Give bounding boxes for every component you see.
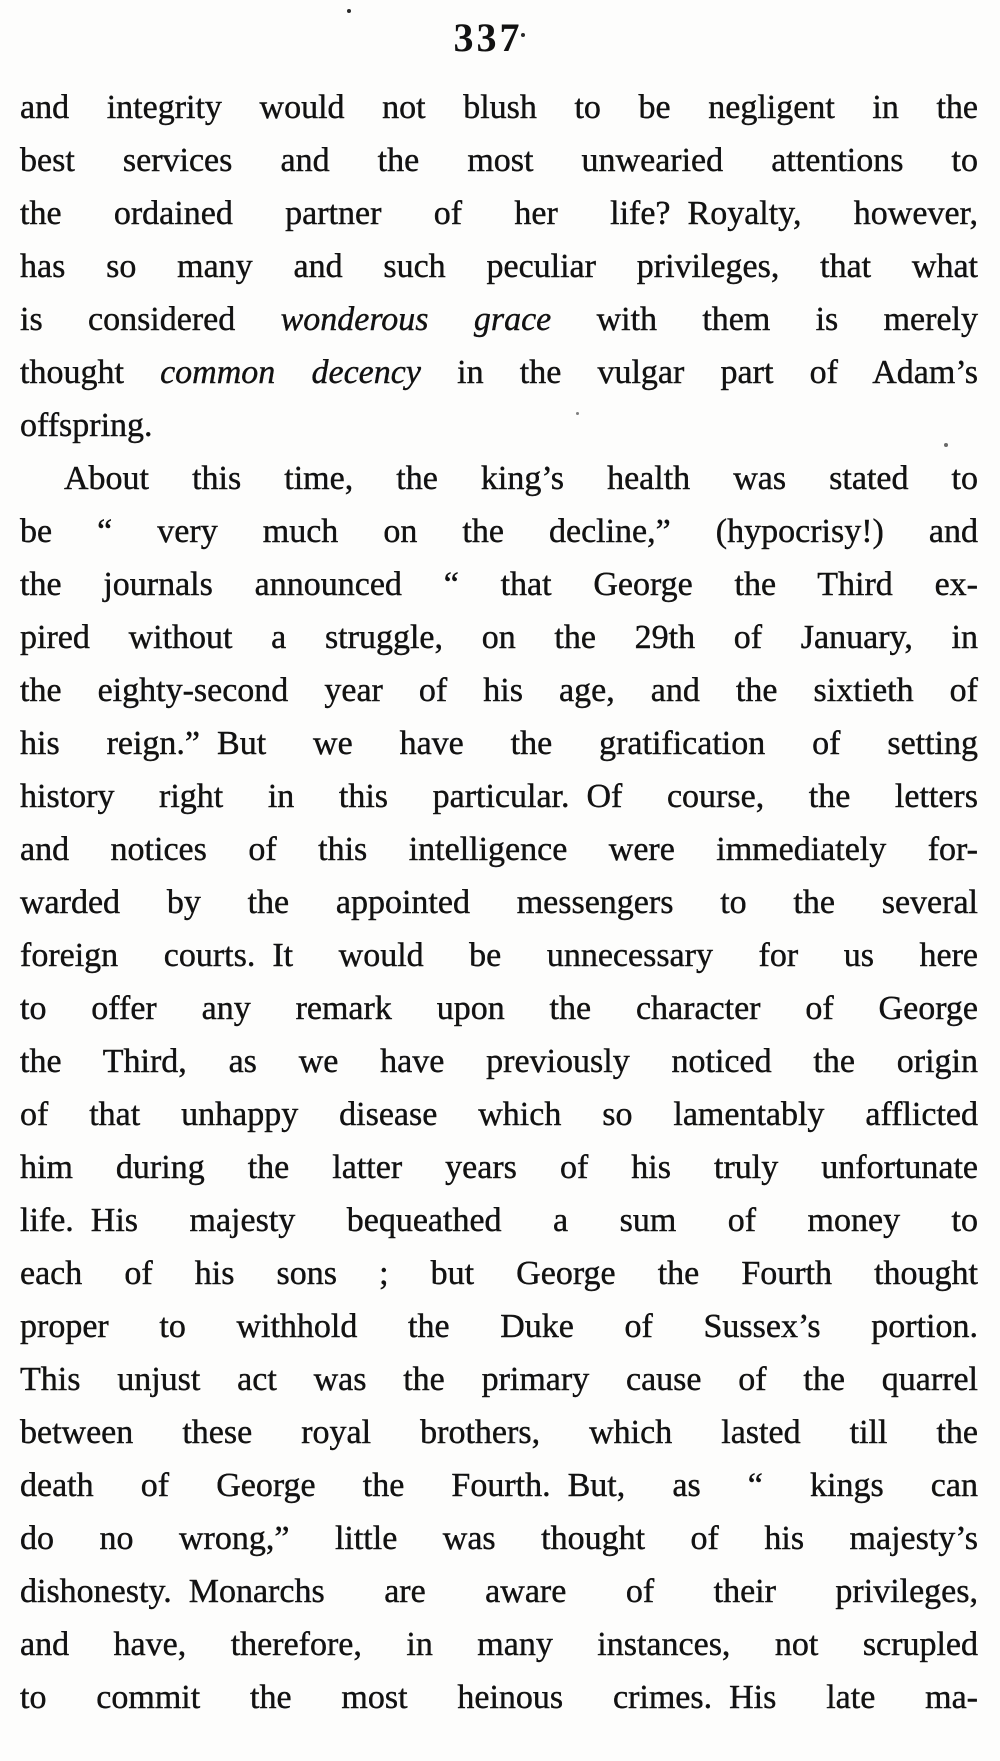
text-segment: and notices of this intelligence were immediately for- [20,831,978,868]
text-line [20,823,978,876]
text-segment: About this time, the king’s health was stated to [64,460,978,497]
scan-speckle [944,443,948,447]
text-segment: with them is merely [551,301,978,338]
text-segment: to offer any remark upon the character of George [20,990,978,1027]
text-line [20,929,978,982]
page-number: 337 [453,15,523,60]
text-segment: This unjust act was the primary cause of the quarrel [20,1361,978,1398]
text-line [20,134,978,187]
text-segment: to commit the most heinous crimes. His late ma- [20,1679,978,1716]
text-line [20,664,978,717]
text-segment: each of his sons ; but George the Fourth thought [20,1255,978,1292]
text-line [20,1088,978,1141]
text-segment: and integrity would not blush to be negligent in the [20,89,978,126]
text-line [20,505,978,558]
text-line [20,399,978,452]
text-line [20,1459,978,1512]
text-segment: proper to withhold the Duke of Sussex’s portion. [20,1308,978,1345]
text-line [20,240,978,293]
text-segment: the eighty-second year of his age, and the sixtieth of [20,672,978,709]
text-segment: of that unhappy disease which so lamentably afflicted [20,1096,978,1133]
text-line [20,770,978,823]
text-segment: life. His majesty bequeathed a sum of money to [20,1202,978,1239]
italic-text-segment: common decency [160,354,421,391]
text-block [20,81,978,1724]
text-segment: warded by the appointed messengers to the several [20,884,978,921]
text-line [20,1300,978,1353]
text-segment: and have, therefore, in many instances, not scrupled [20,1626,978,1663]
text-line [20,1194,978,1247]
text-segment: death of George the Fourth. But, as “ kings can [20,1467,978,1504]
text-segment: in the vulgar part of Adam’s [420,354,978,391]
text-segment: has so many and such peculiar privileges, that what [20,248,978,285]
text-segment: the Third, as we have previously noticed the origin [20,1043,978,1080]
text-segment: thought [20,354,161,391]
text-line [20,558,978,611]
text-segment: him during the latter years of his truly unfortunate [20,1149,978,1186]
text-line [20,1141,978,1194]
text-line [20,1353,978,1406]
text-segment: between these royal brothers, which lasted till the [20,1414,978,1451]
text-line [20,452,978,505]
scan-speckle [576,412,579,415]
text-line [20,1512,978,1565]
text-line [20,1247,978,1300]
text-line [20,1406,978,1459]
paragraph [20,452,978,1724]
text-line [20,611,978,664]
text-segment: dishonesty. Monarchs are aware of their privileges, [20,1573,978,1610]
text-segment: history right in this particular. Of course, the letters [20,778,978,815]
text-segment: the journals announced “ that George the Third ex- [20,566,978,603]
text-line [20,1035,978,1088]
text-segment: best services and the most unwearied attentions to [20,142,978,179]
text-line [20,876,978,929]
text-line [20,1671,978,1724]
text-line [20,717,978,770]
text-segment: pired without a struggle, on the 29th of January, in [20,619,978,656]
text-segment: the ordained partner of her life? Royalty, however, [20,195,978,232]
text-line [20,1565,978,1618]
text-segment: offspring. [20,407,153,444]
text-segment: his reign.” But we have the gratification of setting [20,725,978,762]
text-segment: do no wrong,” little was thought of his majesty’s [20,1520,978,1557]
italic-text-segment: wonderous grace [280,301,552,338]
text-segment: be “ very much on the decline,” (hypocrisy!) and [20,513,978,550]
paragraph [20,81,978,452]
text-segment: is considered [20,301,281,338]
text-line [20,982,978,1035]
text-line [20,293,978,346]
text-line [20,81,978,134]
text-line [20,346,978,399]
text-line [20,187,978,240]
text-segment: foreign courts. It would be unnecessary for us here [20,937,978,974]
text-line [20,1618,978,1671]
